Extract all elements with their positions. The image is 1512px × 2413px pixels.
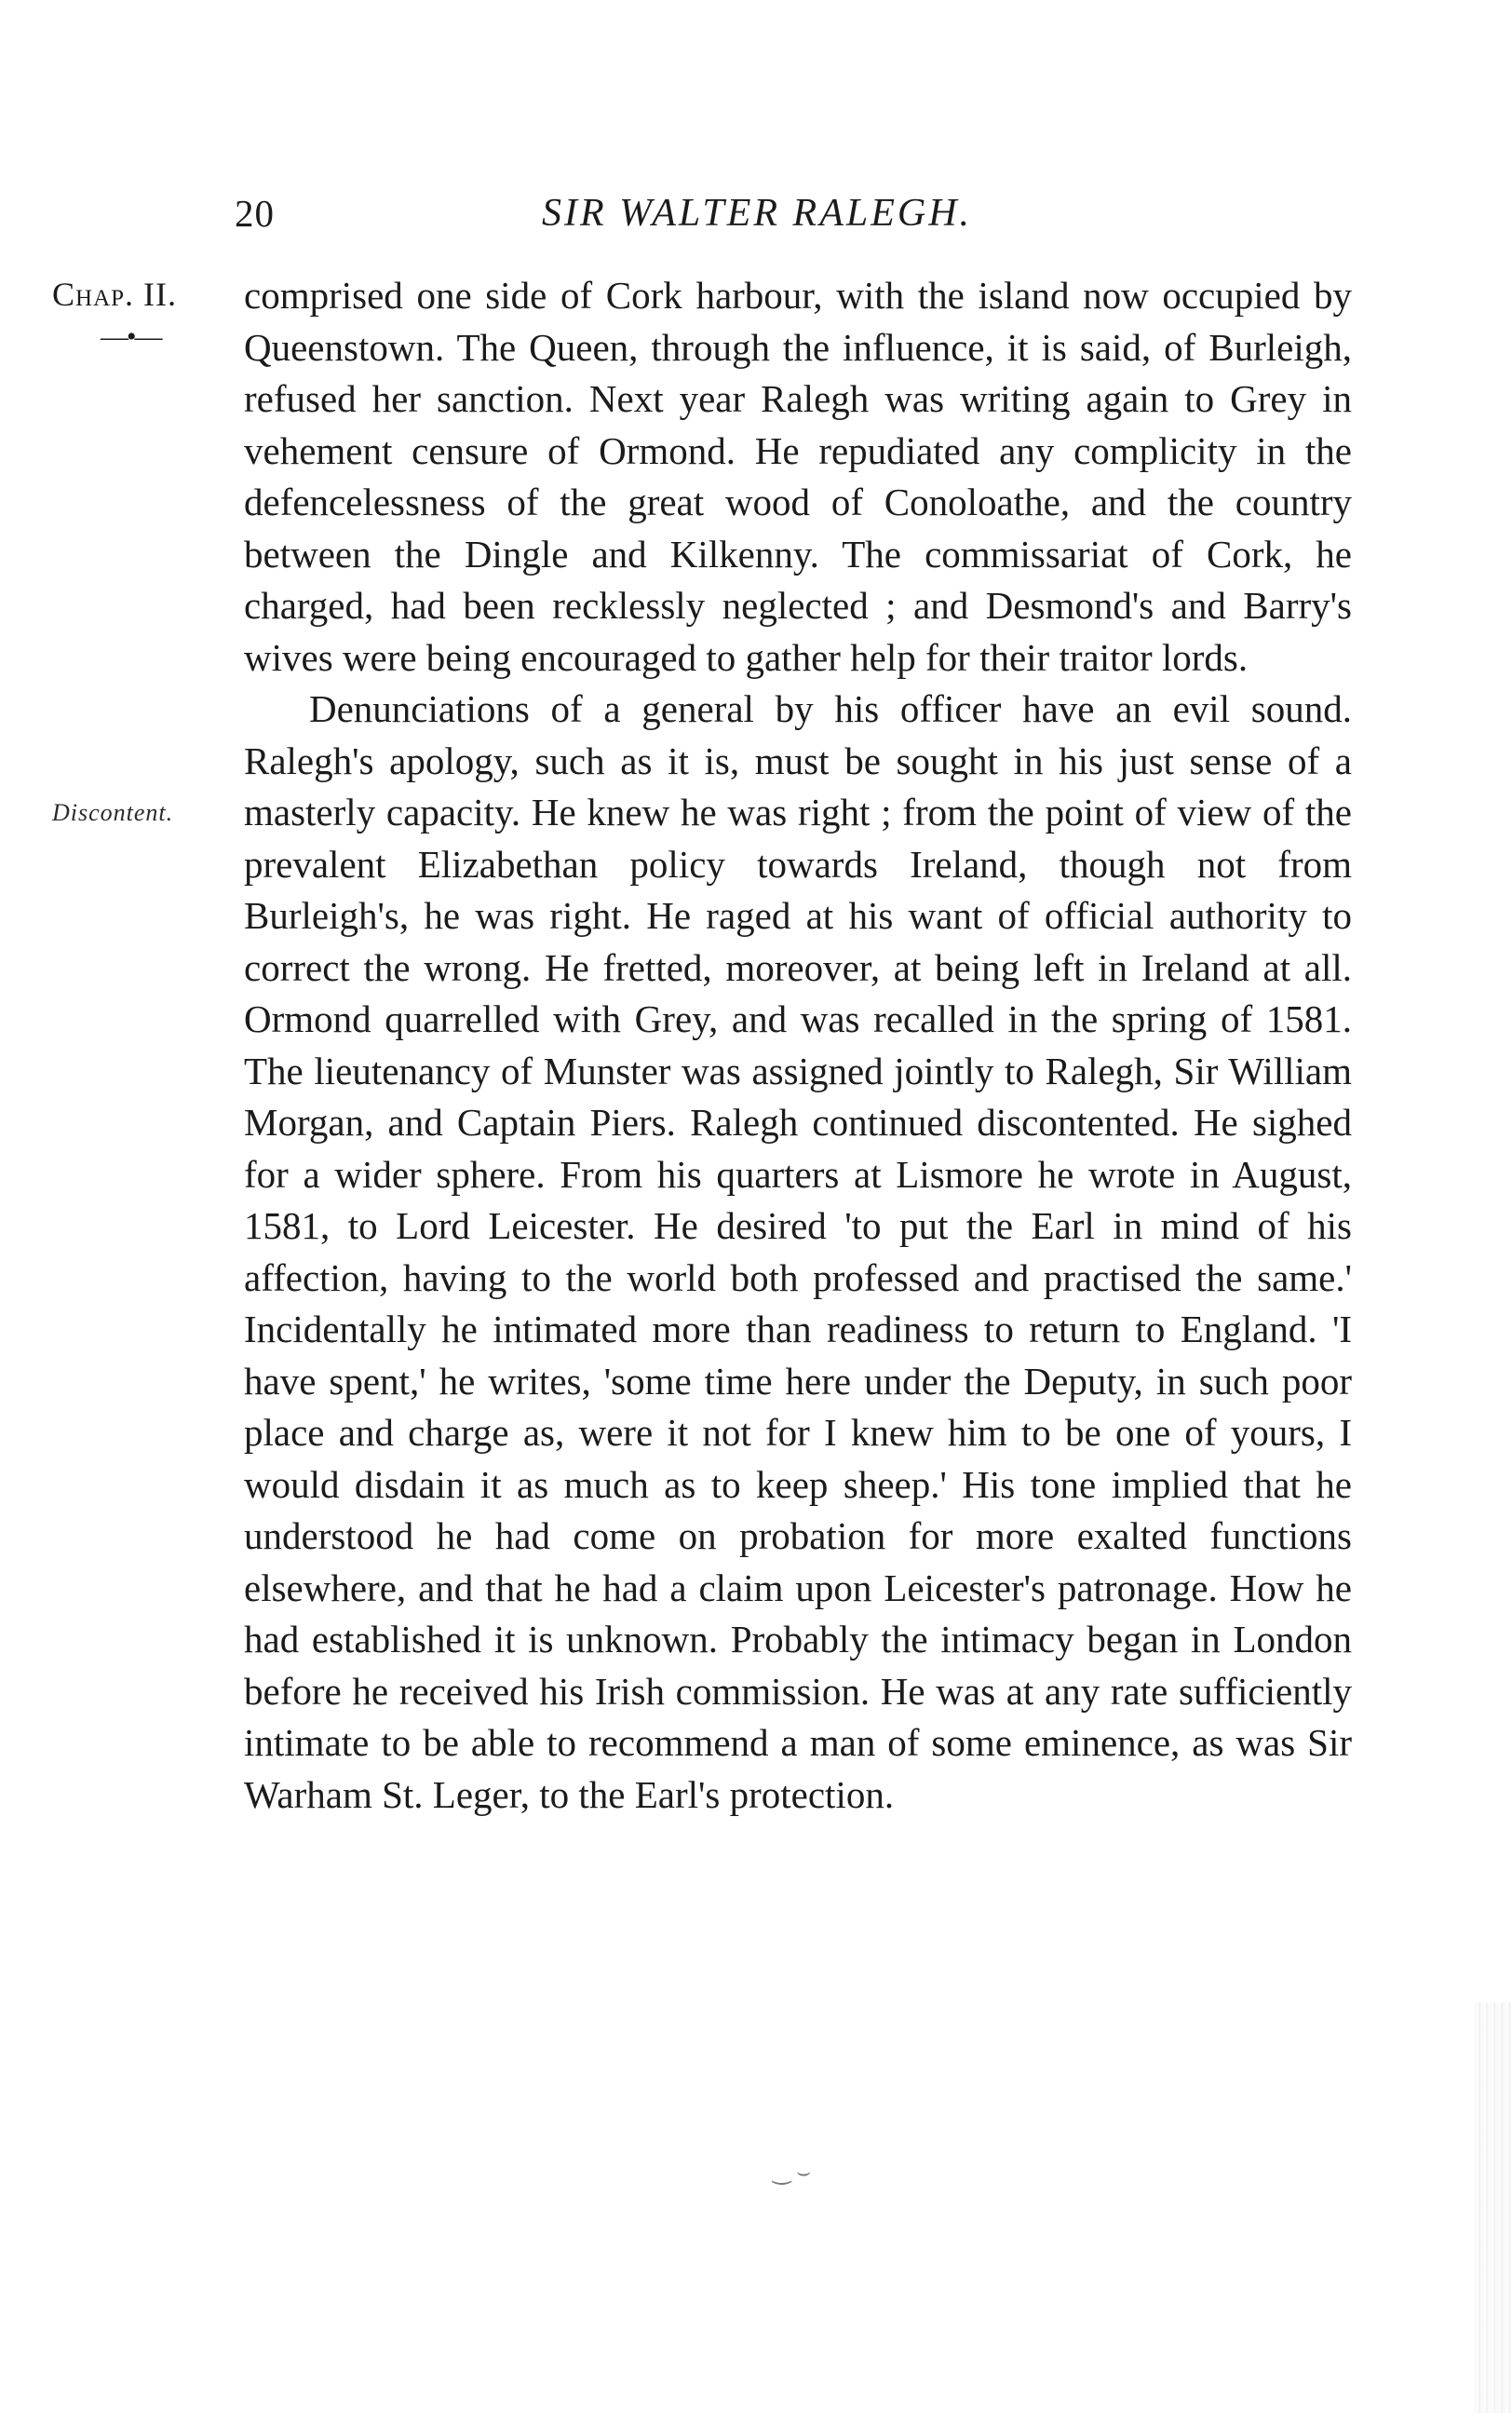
- chapter-label: [52, 275, 177, 314]
- page-number: 20: [235, 192, 275, 235]
- page-edge-texture: [1475, 2002, 1512, 2413]
- running-head: [235, 191, 1352, 247]
- chapter-label-text: Chap. II.: [52, 276, 178, 313]
- side-note: Discontent.: [52, 799, 174, 826]
- footer-mark: ‿ ⌣: [773, 2161, 812, 2185]
- paragraph: comprised one side of Cork harbour, with the island now occupied by Queenstown. The Queen, through the influence, it is said, of Burleigh, refused her sanction. Next year Ralegh was writing again to Grey in vehement censure of Ormond. He repudiated any complicity in the defencelessness of the great wood of Conoloathe, and the country between the Dingle and Kilkenny. The commissariat of Cork, he charged, had been recklessly neglected ; and Desmond's and Barry's wives were being encouraged to gather help for their traitor lords.: [244, 274, 1352, 679]
- paragraph: Denunciations of a general by his officer have an evil sound. Ralegh's apology, such as it is, must be sought in his just sense of a masterly capacity. He knew he was right ; from the point of view of the prevalent Elizabethan policy towards Ireland, though not from Burleigh's, he was right. He raged at his want of official authority to correct the wrong. He fretted, moreover, at being left in Ireland at all. Ormond quarrelled with Grey, and was recalled in the spring of 1581. The lieutenancy of Munster was assigned jointly to Ralegh, Sir William Morgan, and Captain Piers. Ralegh continued discontented. He sighed for a wider sphere. From his quarters at Lismore he wrote in August, 1581, to Lord Leicester. He desired 'to put the Earl in mind of his affection, having to the world both professed and practised the same.' Incidentally he intimated more than readiness to return to England. 'I have spent,' he writes, 'some time here under the Deputy, in such poor place and charge as, were it not for I knew him to be one of yours, I would disdain it as much as to keep sheep.' His tone implied that he understood he had come on probation for more exalted functions elsewhere, and that he had a claim upon Leicester's patronage. How he had established it is unknown. Probably the intimacy began in London before he received his Irish commission. He was at any rate sufficiently intimate to be able to recommend a man of some eminence, as was Sir Warham St. Leger, to the Earl's protection.: [244, 687, 1352, 1816]
- ornament-icon: —•—: [101, 321, 161, 352]
- running-title: SIR WALTER RALEGH.: [542, 192, 973, 235]
- body-text: [244, 270, 1352, 1821]
